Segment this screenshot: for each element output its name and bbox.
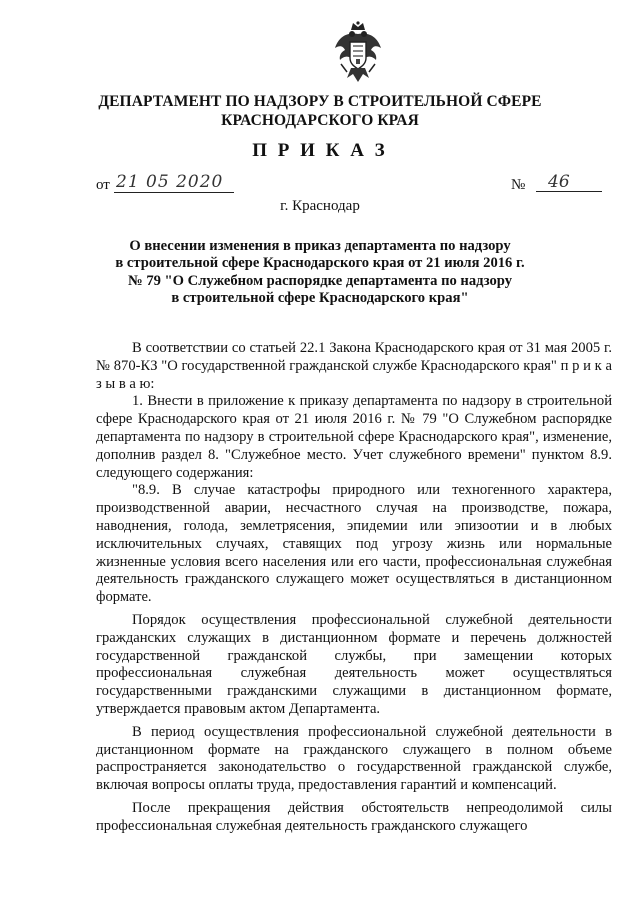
department-name-line2: КРАСНОДАРСКОГО КРАЯ [221,112,419,129]
department-name-line1: ДЕПАРТАМЕНТ ПО НАДЗОРУ В СТРОИТЕЛЬНОЙ СФЕРЕ [98,93,542,110]
remote-period-paragraph: В период осуществления профессиональной служебной деятельности в дистанционном формате на гражданского служащего в полном объеме распространяется законодательство о государственной гражданской службе, включая вопросы оплаты труда, предоставления гарантий и компенсаций. [96,723,612,794]
city-name: г. Краснодар [280,198,360,214]
procedure-paragraph: Порядок осуществления профессиональной служебной деятельности гражданских служащих в дистанционном формате и перечень должностей государственной гражданской службы, при замещении которых профессиональная служебная деятельность может осуществляться государственными гражданскими служащими в дистанционном формате, утверждается правовым актом Департамента. [96,611,612,717]
subject-line3: № 79 "О Служебном распорядке департамента по надзору [128,272,512,289]
date-prefix: от [96,177,110,193]
coat-of-arms-emblem [333,20,383,84]
order-title: П Р И К А З [252,140,388,161]
force-majeure-paragraph: После прекращения действия обстоятельств непреодолимой силы профессиональная служебная деятельность гражданского служащего [96,799,612,834]
order-date-number-row [96,172,606,197]
department-name [0,92,640,130]
subject-line4: в строительной сфере Краснодарского края" [171,289,469,306]
clause-1-paragraph: 1. Внести в приложение к приказу департамента по надзору в строительной сфере Краснодарского края от 21 июля 2016 г. № 79 "О Служебном распорядке департамента по надзору в строительной сфере Краснодарского края", изменение, дополнив раздел 8. "Служебное место. Учет служебного времени" пунктом 8.9. следующего содержания: [96,393,612,481]
order-date: 21 05 2020 [114,172,234,193]
order-body [96,340,612,836]
number-label: № [511,177,526,193]
order-number: 46 [536,172,602,192]
subject-line1: О внесении изменения в приказ департамента по надзору [129,238,511,254]
subject-line2: в строительной сфере Краснодарского края от 21 июля 2016 г. [115,255,525,272]
clause-8-9-paragraph: "8.9. В случае катастрофы природного или техногенного характера, производственной аварии, несчастного случая на производстве, пожара, наводнения, голода, землетрясения, эпидемии или эпизоотии и в любых исключительных случаях, ставящих под угрозу жизнь или нормальные жизненные условия всего населения или его части, профессиональная служебная деятельность гражданского служащего может осуществляться в дистанционном формате. [96,482,612,606]
preamble-paragraph: В соответствии со статьей 22.1 Закона Краснодарского края от 31 мая 2005 г. № 870-КЗ "О государственной гражданской службе Краснодарского края" п р и к а з ы в а ю: [96,340,612,392]
order-subject [0,238,640,307]
